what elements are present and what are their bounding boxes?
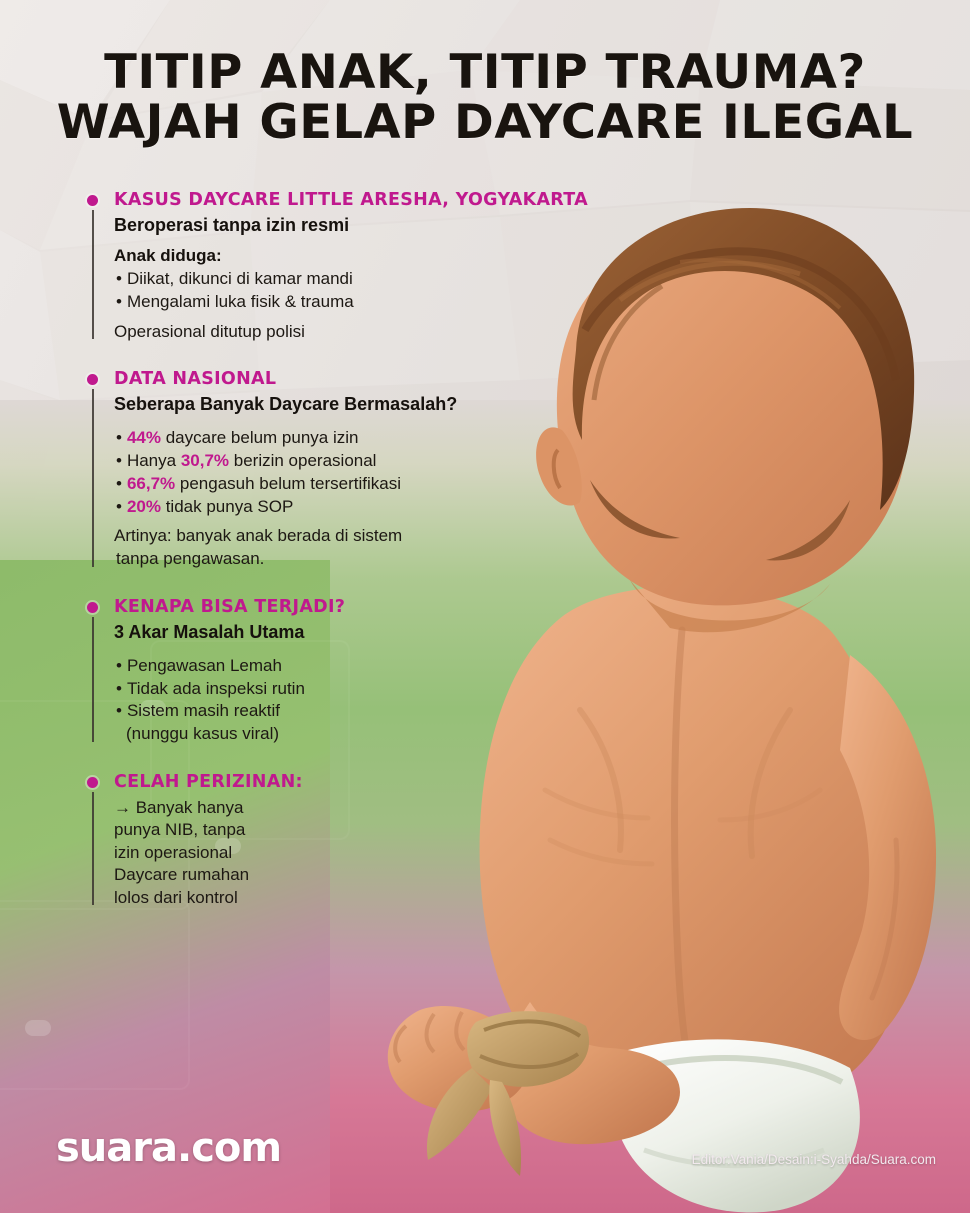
section-heading: DATA NASIONAL <box>114 369 277 390</box>
section-heading: KENAPA BISA TERJADI? <box>114 596 346 617</box>
stat-suffix: daycare belum punya izin <box>160 428 359 448</box>
stat-item <box>114 427 604 450</box>
section-rail <box>92 210 94 339</box>
bullet-glyph: • <box>116 655 122 675</box>
section-note: Operasional ditutup polisi <box>114 321 305 341</box>
list-item <box>114 655 604 678</box>
credit-text: Editor:Vania/Desain:i-Syahda/Suara.com <box>691 1152 936 1167</box>
bullet-dot-icon <box>87 777 98 788</box>
list-item <box>114 291 604 314</box>
content-column <box>84 190 604 935</box>
section-rail <box>92 389 94 567</box>
list-item-label: Pengawasan Lemah <box>126 655 282 675</box>
section-line: punya NIB, tanpa <box>114 820 246 840</box>
stat-suffix: berizin operasional <box>229 451 377 471</box>
list-item-label: Mengalami luka fisik & trauma <box>126 291 354 311</box>
stat-item <box>114 496 604 519</box>
list-item <box>114 678 604 701</box>
section-line: Daycare rumahan <box>114 865 250 885</box>
bullet-glyph: • <box>116 291 122 311</box>
section-heading: CELAH PERIZINAN: <box>114 771 303 792</box>
bullet-glyph: • <box>116 451 122 471</box>
title-line-1: TITIP ANAK, TITIP TRAUMA? <box>104 45 866 100</box>
bullet-glyph: • <box>116 678 122 698</box>
stat-value: 30,7% <box>180 451 230 471</box>
section-subtitle-2: Anak diduga: <box>114 246 222 265</box>
list-item <box>114 700 604 723</box>
mat-knob <box>25 1020 51 1036</box>
section-subtitle: Beroperasi tanpa izin resmi <box>114 215 350 235</box>
section-heading: KASUS DAYCARE LITTLE ARESHA, YOGYAKARTA <box>114 190 588 210</box>
title-line-2: WAJAH GELAP DAYCARE ILEGAL <box>56 94 914 150</box>
page-title <box>0 45 970 150</box>
section-celah-perizinan <box>84 772 604 909</box>
bullet-glyph: • <box>116 701 122 721</box>
list-item <box>114 268 604 291</box>
stat-item <box>114 450 604 473</box>
section-line: izin operasional <box>114 842 233 862</box>
bullet-glyph: • <box>116 428 122 448</box>
section-rail <box>92 617 94 742</box>
bullet-glyph: • <box>116 269 122 288</box>
bullet-dot-icon <box>87 374 98 385</box>
bullet-glyph: • <box>116 473 122 493</box>
section-note-line-2: tanpa pengawasan. <box>116 549 265 569</box>
stat-value: 44% <box>126 428 161 448</box>
section-subtitle: 3 Akar Masalah Utama <box>114 621 305 642</box>
section-rail <box>92 792 94 905</box>
stat-value: 20% <box>126 496 161 516</box>
section-line: lolos dari kontrol <box>114 887 238 907</box>
bullet-dot-icon <box>87 195 98 206</box>
stat-item <box>114 473 604 496</box>
section-kenapa-bisa-terjadi <box>84 597 604 746</box>
list-item-label: Sistem masih reaktif <box>126 701 280 721</box>
stat-suffix: tidak punya SOP <box>160 496 294 516</box>
stat-prefix: Hanya <box>126 451 181 471</box>
bullet-dot-icon <box>87 602 98 613</box>
section-subtitle: Seberapa Banyak Daycare Bermasalah? <box>114 394 458 415</box>
bullet-glyph: • <box>116 496 122 516</box>
section-line: → Banyak hanya <box>114 797 244 817</box>
stat-value: 66,7% <box>126 473 176 493</box>
section-kasus-daycare <box>84 190 604 343</box>
list-item-extra: (nunggu kasus viral) <box>126 724 280 744</box>
section-note-line-1: Artinya: banyak anak berada di sistem <box>114 526 403 546</box>
list-item-label: Diikat, dikunci di kamar mandi <box>126 269 353 288</box>
stat-suffix: pengasuh belum tersertifikasi <box>175 473 401 493</box>
list-item-label: Tidak ada inspeksi rutin <box>126 678 305 698</box>
suara-logo: suara.com <box>56 1125 282 1171</box>
section-data-nasional <box>84 369 604 571</box>
